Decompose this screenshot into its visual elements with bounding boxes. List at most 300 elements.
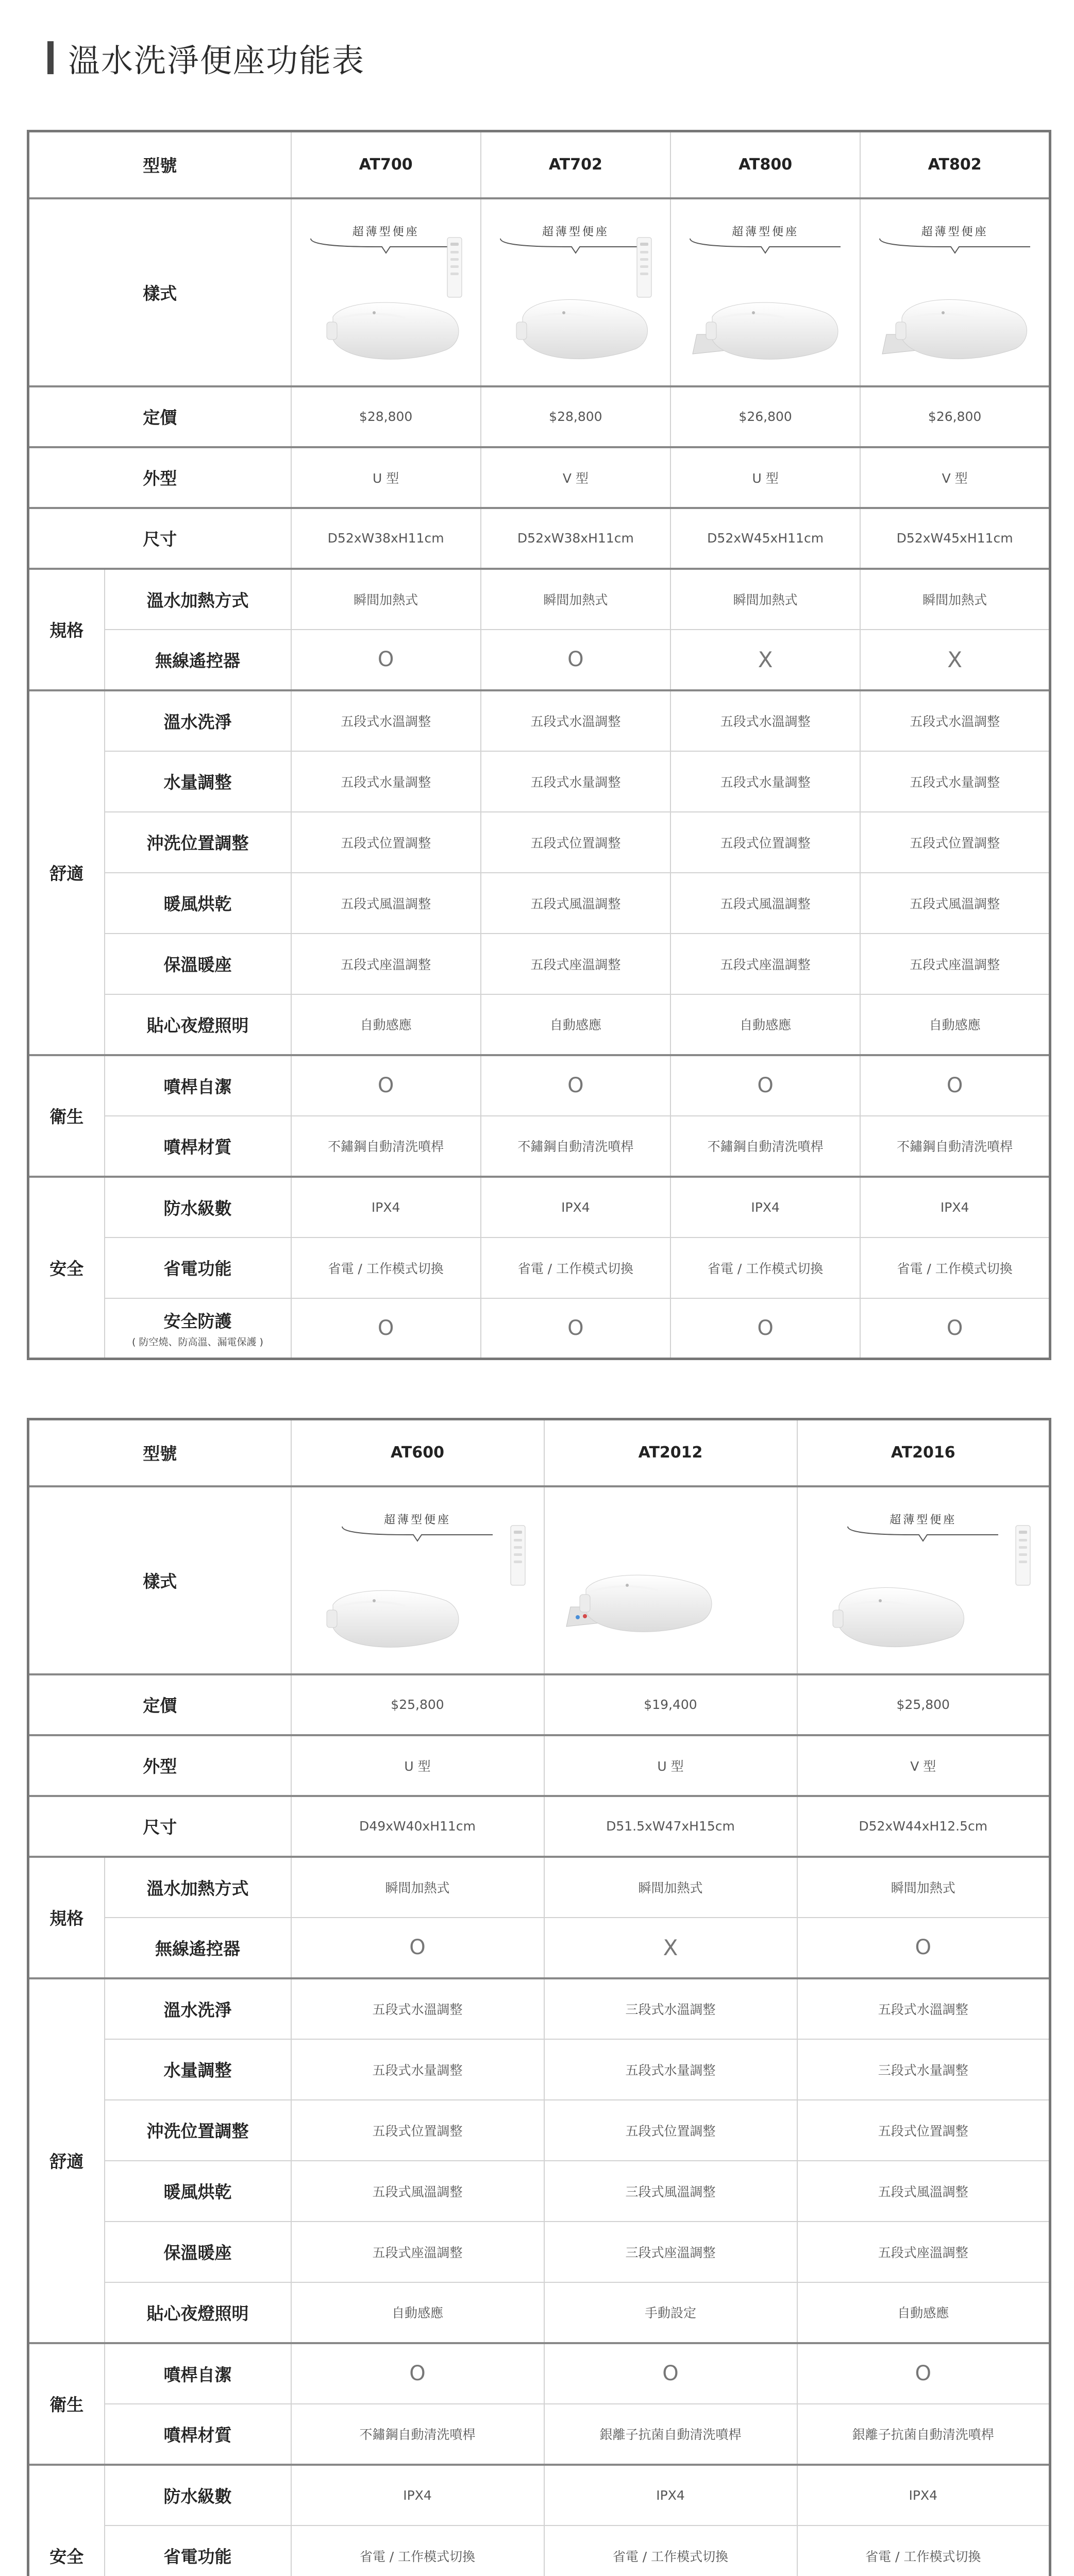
cell-value: 不鏽鋼自動清洗噴桿 [359, 2427, 476, 2442]
cell-nozzle_clean [797, 2343, 1050, 2404]
cell-water [670, 751, 860, 812]
cell-value: $28,800 [359, 409, 413, 424]
product-image [292, 199, 480, 385]
cell-water [860, 751, 1050, 812]
cell-price [860, 386, 1050, 447]
cell-position [860, 812, 1050, 873]
cell-value: 省電 / 工作模式切換 [897, 1261, 1013, 1276]
cell-value: IPX4 [656, 2487, 685, 2503]
cell-value: 五段式座溫調整 [720, 957, 811, 972]
row-label-water [105, 751, 291, 812]
cell-position [481, 812, 670, 873]
row-label-text: 省電功能 [163, 2547, 232, 2567]
toilet-seat-icon [492, 277, 657, 372]
cell-seat_warm [481, 934, 670, 994]
cell-value: 五段式風溫調整 [530, 896, 621, 911]
cell-dryer [481, 873, 670, 934]
cell-value: 銀離子抗菌自動清洗噴桿 [599, 2427, 742, 2442]
cell-shape [291, 1735, 544, 1796]
cell-safety_guard [481, 1298, 670, 1359]
circle-mark-icon: O [409, 1936, 426, 1959]
category-cat_safety [28, 2465, 105, 2576]
cell-nozzle_mat [481, 1116, 670, 1177]
row-label-power_save [105, 2526, 291, 2576]
row-label-model [28, 131, 291, 198]
cell-value: 自動感應 [360, 1018, 412, 1032]
cell-water [291, 751, 481, 812]
toilet-seat-icon [302, 1565, 467, 1660]
cell-value: 省電 / 工作模式切換 [359, 2549, 476, 2564]
cell-wash [291, 690, 481, 751]
callout-brace-icon [340, 1523, 495, 1547]
row-label-nightlight [105, 2282, 291, 2343]
cell-size [291, 1796, 544, 1857]
row-label-text: 沖洗位置調整 [146, 833, 249, 853]
cell-value: 五段式風溫調整 [341, 896, 431, 911]
row-label-text: 貼心夜燈照明 [146, 1015, 249, 1036]
cell-value: 省電 / 工作模式切換 [517, 1261, 634, 1276]
cell-value: 五段式水量調整 [720, 774, 811, 790]
cell-value: 五段式位置調整 [625, 2123, 716, 2139]
cell-size [670, 508, 860, 569]
cell-value: 五段式水量調整 [910, 774, 1000, 790]
cell-shape [797, 1735, 1050, 1796]
cell-value: 五段式風溫調整 [720, 896, 811, 911]
cell-value: $19,400 [644, 1697, 697, 1712]
cell-power_save [670, 1238, 860, 1298]
cell-size [797, 1796, 1050, 1857]
cell-value: IPX4 [940, 1199, 969, 1215]
toilet-seat-icon [555, 1549, 720, 1645]
row-label-text: 水量調整 [163, 2060, 232, 2080]
cell-value: 自動感應 [929, 1018, 981, 1032]
category-cat_hygiene [28, 1055, 105, 1177]
cell-value: $25,800 [896, 1697, 950, 1712]
circle-mark-icon: O [567, 648, 584, 671]
row-label-remote [105, 1918, 291, 1978]
category-label: 規格 [49, 620, 84, 640]
cell-value: $28,800 [549, 409, 602, 424]
row-label-model [28, 1419, 291, 1486]
cell-nozzle_clean [481, 1055, 670, 1116]
row-label-text: 沖洗位置調整 [146, 2121, 249, 2141]
circle-mark-icon: O [567, 1316, 584, 1340]
toilet-seat-icon [681, 277, 846, 372]
row-label-style [28, 1486, 291, 1674]
callout-brace-icon [846, 1523, 1000, 1547]
cell-value: V 型 [910, 1758, 936, 1774]
model-name: AT2012 [638, 1444, 703, 1462]
cell-value: U 型 [752, 470, 779, 486]
circle-mark-icon: O [567, 1074, 584, 1097]
cell-shape [544, 1735, 797, 1796]
cell-value: 三段式水量調整 [878, 2062, 968, 2078]
cell-style [860, 198, 1050, 386]
cell-value: 五段式水溫調整 [720, 714, 811, 729]
row-label-text: 溫水洗淨 [163, 1999, 232, 2020]
cell-value: 省電 / 工作模式切換 [612, 2549, 729, 2564]
cell-value: 五段式水溫調整 [878, 2002, 968, 2017]
cell-wash [797, 1978, 1050, 2039]
product-image [861, 199, 1049, 385]
cell-value: 不鏽鋼自動清洗噴桿 [707, 1139, 824, 1154]
row-label-dryer [105, 873, 291, 934]
cell-size [860, 508, 1050, 569]
row-label-heating [105, 1857, 291, 1918]
cell-value: 省電 / 工作模式切換 [865, 2549, 981, 2564]
product-image [481, 199, 670, 385]
cell-value: 自動感應 [391, 2306, 443, 2320]
slim-seat-callout: 超薄型便座 [890, 1514, 957, 1527]
row-label-nozzle_mat [105, 1116, 291, 1177]
cell-heating [544, 1857, 797, 1918]
cell-safety_guard [670, 1298, 860, 1359]
row-label-text: 無線遙控器 [155, 1938, 240, 1959]
cross-mark-icon: X [947, 647, 963, 672]
row-label-text: 尺寸 [143, 529, 177, 549]
cell-style [797, 1486, 1050, 1674]
cell-position [797, 2100, 1050, 2161]
cell-price [670, 386, 860, 447]
cell-safety_guard [291, 1298, 481, 1359]
product-image [671, 199, 860, 385]
row-label-seat_warm [105, 2222, 291, 2282]
cell-heating [291, 569, 481, 630]
cell-value: 五段式風溫調整 [372, 2184, 463, 2199]
row-label-nozzle_mat [105, 2404, 291, 2465]
cell-value: V 型 [562, 470, 589, 486]
cell-model [481, 131, 670, 198]
row-label-text: 尺寸 [143, 1817, 177, 1837]
cell-value: 五段式座溫調整 [341, 957, 431, 972]
cell-value: U 型 [404, 1758, 431, 1774]
cell-price [291, 386, 481, 447]
product-image [292, 1487, 544, 1673]
cell-value: IPX4 [561, 1199, 590, 1215]
cell-shape [860, 447, 1050, 508]
cell-value: 瞬間加熱式 [922, 592, 987, 607]
spec-table-2 [27, 1418, 1051, 2576]
callout-brace-icon [878, 235, 1032, 259]
model-name: AT800 [739, 156, 793, 174]
circle-mark-icon: O [915, 1936, 931, 1959]
cell-dryer [670, 873, 860, 934]
slim-seat-callout: 超薄型便座 [732, 226, 799, 239]
remote-control-icon [1014, 1524, 1032, 1589]
row-label-dryer [105, 2161, 291, 2222]
cell-price [291, 1674, 544, 1735]
category-cat_spec [28, 1857, 105, 1978]
cell-value: 五段式水量調整 [625, 2062, 716, 2078]
row-label-seat_warm [105, 934, 291, 994]
cell-nozzle_mat [860, 1116, 1050, 1177]
cell-nozzle_mat [544, 2404, 797, 2465]
cell-model [797, 1419, 1050, 1486]
category-label: 舒適 [49, 863, 84, 884]
cell-value: 五段式水溫調整 [341, 714, 431, 729]
cell-nozzle_mat [291, 1116, 481, 1177]
cell-nozzle_mat [670, 1116, 860, 1177]
cell-remote [860, 630, 1050, 690]
circle-mark-icon: O [377, 1316, 394, 1340]
row-sublabel: ( 防空燒、防高溫、漏電保護 ) [132, 1336, 263, 1348]
row-label-waterproof [105, 2465, 291, 2526]
model-name: AT802 [928, 156, 982, 174]
cell-value: IPX4 [909, 2487, 937, 2503]
toilet-seat-icon [808, 1565, 973, 1660]
cell-remote [797, 1918, 1050, 1978]
cell-nightlight [860, 994, 1050, 1055]
category-cat_spec [28, 569, 105, 690]
cell-value: 五段式水量調整 [341, 774, 431, 790]
cell-style [544, 1486, 797, 1674]
cell-style [481, 198, 670, 386]
slim-seat-callout: 超薄型便座 [352, 226, 419, 239]
row-label-size [28, 508, 291, 569]
cell-value: D49xW40xH11cm [359, 1819, 476, 1834]
cell-value: 省電 / 工作模式切換 [328, 1261, 444, 1276]
cell-value: 五段式座溫調整 [878, 2245, 968, 2260]
cell-value: D51.5xW47xH15cm [606, 1819, 735, 1834]
row-label-text: 樣式 [143, 1571, 177, 1591]
cell-water [544, 2039, 797, 2100]
row-label-remote [105, 630, 291, 690]
cell-value: 五段式位置調整 [372, 2123, 463, 2139]
cell-value: $25,800 [391, 1697, 444, 1712]
cell-value: D52xW38xH11cm [517, 531, 634, 546]
model-name: AT600 [391, 1444, 444, 1462]
cell-value: D52xW44xH12.5cm [859, 1819, 988, 1834]
cell-value: 五段式風溫調整 [910, 896, 1000, 911]
row-label-text: 水量調整 [163, 772, 232, 792]
row-label-text: 溫水加熱方式 [146, 1878, 249, 1899]
row-label-text: 防水級數 [163, 2486, 232, 2506]
cell-position [291, 2100, 544, 2161]
row-label-text: 暖風烘乾 [163, 2182, 232, 2202]
cell-value: V 型 [942, 470, 968, 486]
row-label-text: 噴桿材質 [163, 2425, 232, 2445]
cell-value: 瞬間加熱式 [638, 1880, 703, 1895]
cell-value: 自動感應 [897, 2306, 949, 2320]
row-label-price [28, 386, 291, 447]
cell-model [544, 1419, 797, 1486]
circle-mark-icon: O [946, 1316, 963, 1340]
slim-seat-callout: 超薄型便座 [921, 226, 988, 239]
cell-seat_warm [291, 934, 481, 994]
cell-seat_warm [670, 934, 860, 994]
cell-value: U 型 [657, 1758, 684, 1774]
page-title: 溫水洗淨便座功能表 [68, 41, 365, 79]
cell-heating [481, 569, 670, 630]
category-cat_safety [28, 1177, 105, 1359]
cell-heating [670, 569, 860, 630]
cell-value: IPX4 [403, 2487, 432, 2503]
heading-accent-bar [47, 41, 54, 74]
cell-nightlight [481, 994, 670, 1055]
cell-remote [291, 630, 481, 690]
cell-power_save [481, 1238, 670, 1298]
cell-value: 瞬間加熱式 [385, 1880, 450, 1895]
cell-power_save [544, 2526, 797, 2576]
cell-waterproof [291, 1177, 481, 1238]
cross-mark-icon: X [758, 647, 773, 672]
cell-value: 五段式座溫調整 [372, 2245, 463, 2260]
row-label-text: 型號 [143, 156, 177, 176]
page-heading [47, 32, 365, 83]
cell-value: 三段式座溫調整 [625, 2245, 716, 2260]
cell-value: $26,800 [928, 409, 982, 424]
cell-value: D52xW45xH11cm [707, 531, 824, 546]
callout-brace-icon [309, 235, 463, 259]
cell-shape [670, 447, 860, 508]
cell-value: 瞬間加熱式 [354, 592, 418, 607]
cell-power_save [860, 1238, 1050, 1298]
cell-value: 手動設定 [644, 2306, 696, 2320]
cell-value: 瞬間加熱式 [733, 592, 798, 607]
cell-value: IPX4 [371, 1199, 400, 1215]
row-label-text: 貼心夜燈照明 [146, 2303, 249, 2324]
cell-nozzle_clean [860, 1055, 1050, 1116]
row-label-size [28, 1796, 291, 1857]
category-cat_hygiene [28, 2343, 105, 2465]
cell-nightlight [291, 994, 481, 1055]
cell-seat_warm [291, 2222, 544, 2282]
row-label-text: 定價 [143, 1696, 177, 1716]
row-label-waterproof [105, 1177, 291, 1238]
cell-style [670, 198, 860, 386]
cell-nozzle_clean [291, 2343, 544, 2404]
cell-price [481, 386, 670, 447]
cell-size [481, 508, 670, 569]
row-label-power_save [105, 1238, 291, 1298]
row-label-text: 型號 [143, 1444, 177, 1464]
cell-value: 五段式座溫調整 [910, 957, 1000, 972]
cell-remote [481, 630, 670, 690]
cell-waterproof [670, 1177, 860, 1238]
cell-value: 瞬間加熱式 [891, 1880, 955, 1895]
cell-style [291, 198, 481, 386]
cell-value: U 型 [373, 470, 399, 486]
cell-position [291, 812, 481, 873]
cell-value: D52xW45xH11cm [896, 531, 1013, 546]
slim-seat-callout: 超薄型便座 [383, 1514, 451, 1527]
circle-mark-icon: O [915, 2362, 931, 2385]
remote-control-icon [509, 1524, 527, 1589]
cell-value: 五段式水溫調整 [910, 714, 1000, 729]
row-label-wash [105, 1978, 291, 2039]
row-label-text: 保溫暖座 [163, 955, 232, 975]
row-label-text: 噴桿自潔 [163, 1076, 232, 1097]
cell-position [670, 812, 860, 873]
cell-model [291, 131, 481, 198]
cell-value: 五段式位置調整 [341, 835, 431, 851]
row-label-nozzle_clean [105, 2343, 291, 2404]
cell-value: 瞬間加熱式 [543, 592, 608, 607]
cell-value: 五段式水溫調整 [372, 2002, 463, 2017]
cell-nozzle_clean [544, 2343, 797, 2404]
cell-model [860, 131, 1050, 198]
row-label-water [105, 2039, 291, 2100]
cell-nozzle_mat [291, 2404, 544, 2465]
product-image [545, 1487, 797, 1673]
cell-seat_warm [797, 2222, 1050, 2282]
cell-value: 不鏽鋼自動清洗噴桿 [328, 1139, 444, 1154]
circle-mark-icon: O [662, 2362, 679, 2385]
cell-size [291, 508, 481, 569]
category-label: 安全 [49, 2546, 84, 2567]
cell-value: 不鏽鋼自動清洗噴桿 [897, 1139, 1013, 1154]
circle-mark-icon: O [757, 1316, 774, 1340]
row-label-text: 定價 [143, 408, 177, 428]
toilet-seat-icon [302, 277, 467, 372]
cell-value: IPX4 [751, 1199, 780, 1215]
row-label-text: 溫水洗淨 [163, 711, 232, 732]
row-label-text: 外型 [143, 1756, 177, 1776]
row-label-price [28, 1674, 291, 1735]
category-label: 衛生 [49, 2395, 84, 2415]
cell-value: 不鏽鋼自動清洗噴桿 [517, 1139, 634, 1154]
cell-nightlight [291, 2282, 544, 2343]
toilet-seat-icon [871, 277, 1036, 372]
cell-safety_guard [860, 1298, 1050, 1359]
cell-value: 五段式水量調整 [372, 2062, 463, 2078]
cell-dryer [860, 873, 1050, 934]
category-label: 舒適 [49, 2151, 84, 2172]
cell-style [291, 1486, 544, 1674]
product-image [798, 1487, 1049, 1673]
circle-mark-icon: O [377, 648, 394, 671]
cell-value: 五段式水溫調整 [530, 714, 621, 729]
cell-waterproof [291, 2465, 544, 2526]
cell-heating [797, 1857, 1050, 1918]
cell-wash [670, 690, 860, 751]
cell-value: 三段式水溫調整 [625, 2002, 716, 2017]
row-label-text: 樣式 [143, 283, 177, 303]
row-label-style [28, 198, 291, 386]
cell-value: 自動感應 [740, 1018, 792, 1032]
circle-mark-icon: O [946, 1074, 963, 1097]
circle-mark-icon: O [409, 2362, 426, 2385]
row-label-text: 外型 [143, 468, 177, 488]
row-label-text: 保溫暖座 [163, 2243, 232, 2263]
cell-value: 銀離子抗菌自動清洗噴桿 [852, 2427, 994, 2442]
cross-mark-icon: X [663, 1935, 678, 1960]
cell-heating [291, 1857, 544, 1918]
circle-mark-icon: O [377, 1074, 394, 1097]
cell-position [544, 2100, 797, 2161]
category-label: 安全 [49, 1258, 84, 1279]
slim-seat-callout: 超薄型便座 [542, 226, 609, 239]
callout-brace-icon [688, 235, 843, 259]
row-label-shape [28, 1735, 291, 1796]
cell-wash [544, 1978, 797, 2039]
cell-size [544, 1796, 797, 1857]
cell-seat_warm [860, 934, 1050, 994]
cell-wash [481, 690, 670, 751]
row-label-text: 安全防護 [163, 1311, 232, 1331]
row-label-heating [105, 569, 291, 630]
cell-remote [544, 1918, 797, 1978]
row-label-text: 暖風烘乾 [163, 894, 232, 914]
cell-value: 五段式風溫調整 [878, 2184, 968, 2199]
cell-waterproof [797, 2465, 1050, 2526]
cell-power_save [797, 2526, 1050, 2576]
cell-price [544, 1674, 797, 1735]
cell-value: 五段式位置調整 [878, 2123, 968, 2139]
row-label-wash [105, 690, 291, 751]
cell-value: $26,800 [739, 409, 792, 424]
cell-model [291, 1419, 544, 1486]
